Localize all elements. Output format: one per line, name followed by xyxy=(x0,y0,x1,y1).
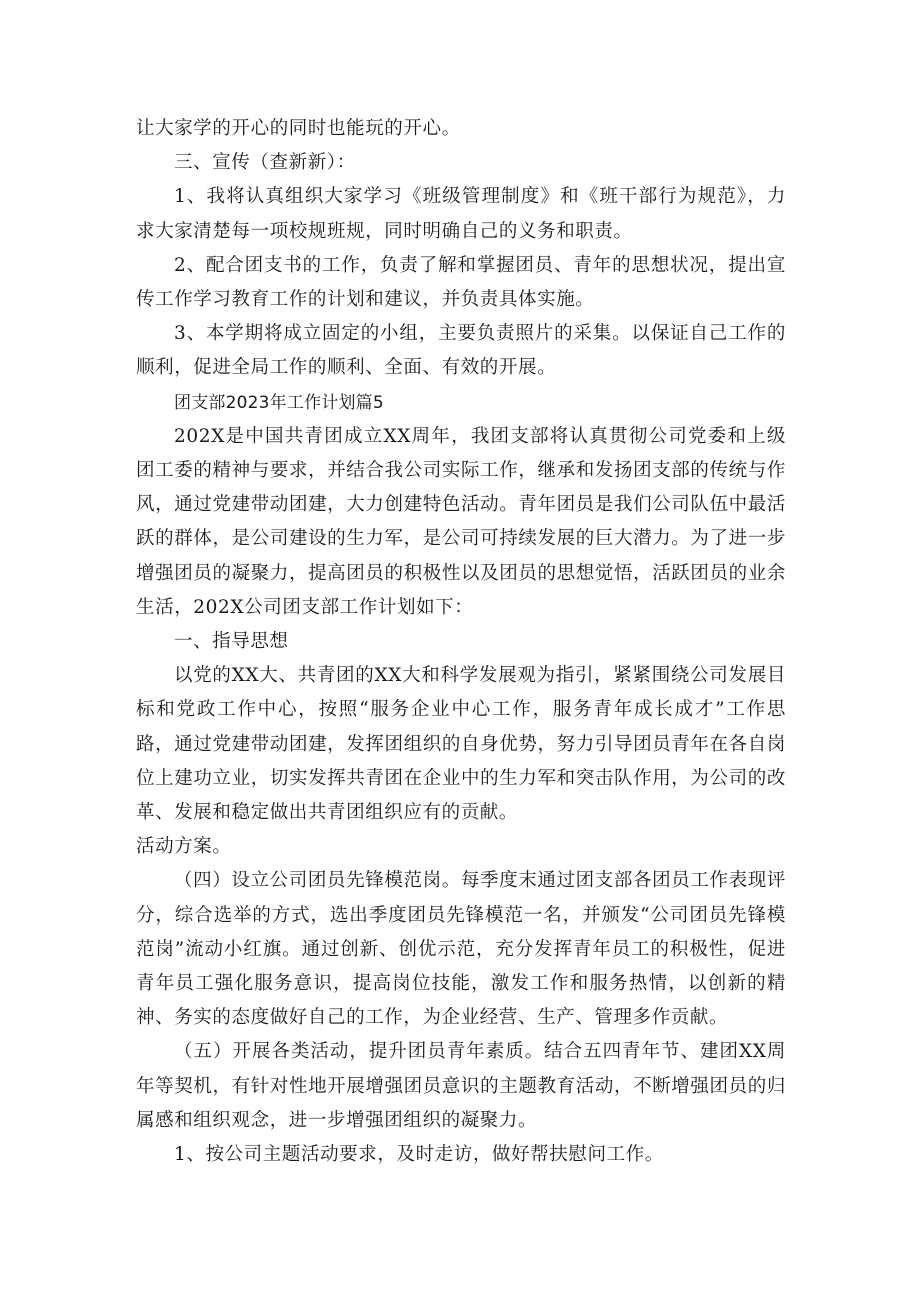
article-title: 团支部2023年工作计划篇5 xyxy=(174,392,384,413)
paragraph-guiding-thought: 以党的XX大、共青团的XX大和科学发展观为指引，紧紧围绕公司发展目标和党政工作中心，按照“服务企业中心工作，服务青年成长成才”工作思路，通过党建带动团建，发挥团组织的自身优势，努力引导团员青年在各自岗位上建功立业，切实发挥共青团在企业中的生力军和突击队作用，为公司的改革、发展和稳定做出共青团组织应有的贡献。 xyxy=(136,665,786,824)
paragraph-intro: 202X是中国共青团成立XX周年，我团支部将认真贯彻公司党委和上级团工委的精神与要求，并结合我公司实际工作，继承和发扬团支部的传统与作风，通过党建带动团建，大力创建特色活动。青年团员是我们公司队伍中最活跃的群体，是公司建设的生力军，是公司可持续发展的巨大潜力。为了进一步增强团员的凝聚力，提高团员的积极性以及团员的思想觉悟，活跃团员的业余生活，202X公司团支部工作计划如下： xyxy=(136,425,786,618)
paragraph-continuation: 让大家学的开心的同时也能玩的开心。 xyxy=(136,118,461,139)
paragraph-item-four: （四）设立公司团员先锋模范岗。每季度末通过团支部各团员工作表现评分，综合选举的方式，选出季度团员先锋模范一名，并颁发“公司团员先锋模范岗”流动小红旗。通过创新、创优示范，充分发挥青年员工的积极性，促进青年员工强化服务意识，提高岗位技能，激发工作和服务热情，以创新的精神、务实的态度做好自己的工作，为企业经营、生产、管理多作贡献。 xyxy=(136,870,786,1029)
list-item: 1、按公司主题活动要求，及时走访，做好帮扶慰问工作。 xyxy=(174,1144,664,1166)
list-item: 1、我将认真组织大家学习《班级管理制度》和《班干部行为规范》，力求大家清楚每一项校规班规，同时明确自己的义务和职责。 xyxy=(136,186,786,242)
section-heading-publicity: 三、宣传（查新新）： xyxy=(174,152,356,174)
paragraph-activity-plan: 活动方案。 xyxy=(136,836,232,858)
document-body xyxy=(136,112,786,1172)
paragraph-item-five: （五）开展各类活动，提升团员青年素质。结合五四青年节、建团XX周年等契机，有针对性地开展增强团员意识的主题教育活动，不断增强团员的归属感和组织观念，进一步增强团组织的凝聚力。 xyxy=(136,1041,786,1131)
list-item: 3、本学期将成立固定的小组，主要负责照片的采集。以保证自己工作的顺利，促进全局工作的顺利、全面、有效的开展。 xyxy=(136,323,786,379)
section-heading-guiding-thought: 一、指导思想 xyxy=(174,631,289,653)
list-item: 2、配合团支书的工作，负责了解和掌握团员、青年的思想状况，提出宣传工作学习教育工作的计划和建议，并负责具体实施。 xyxy=(136,254,786,311)
